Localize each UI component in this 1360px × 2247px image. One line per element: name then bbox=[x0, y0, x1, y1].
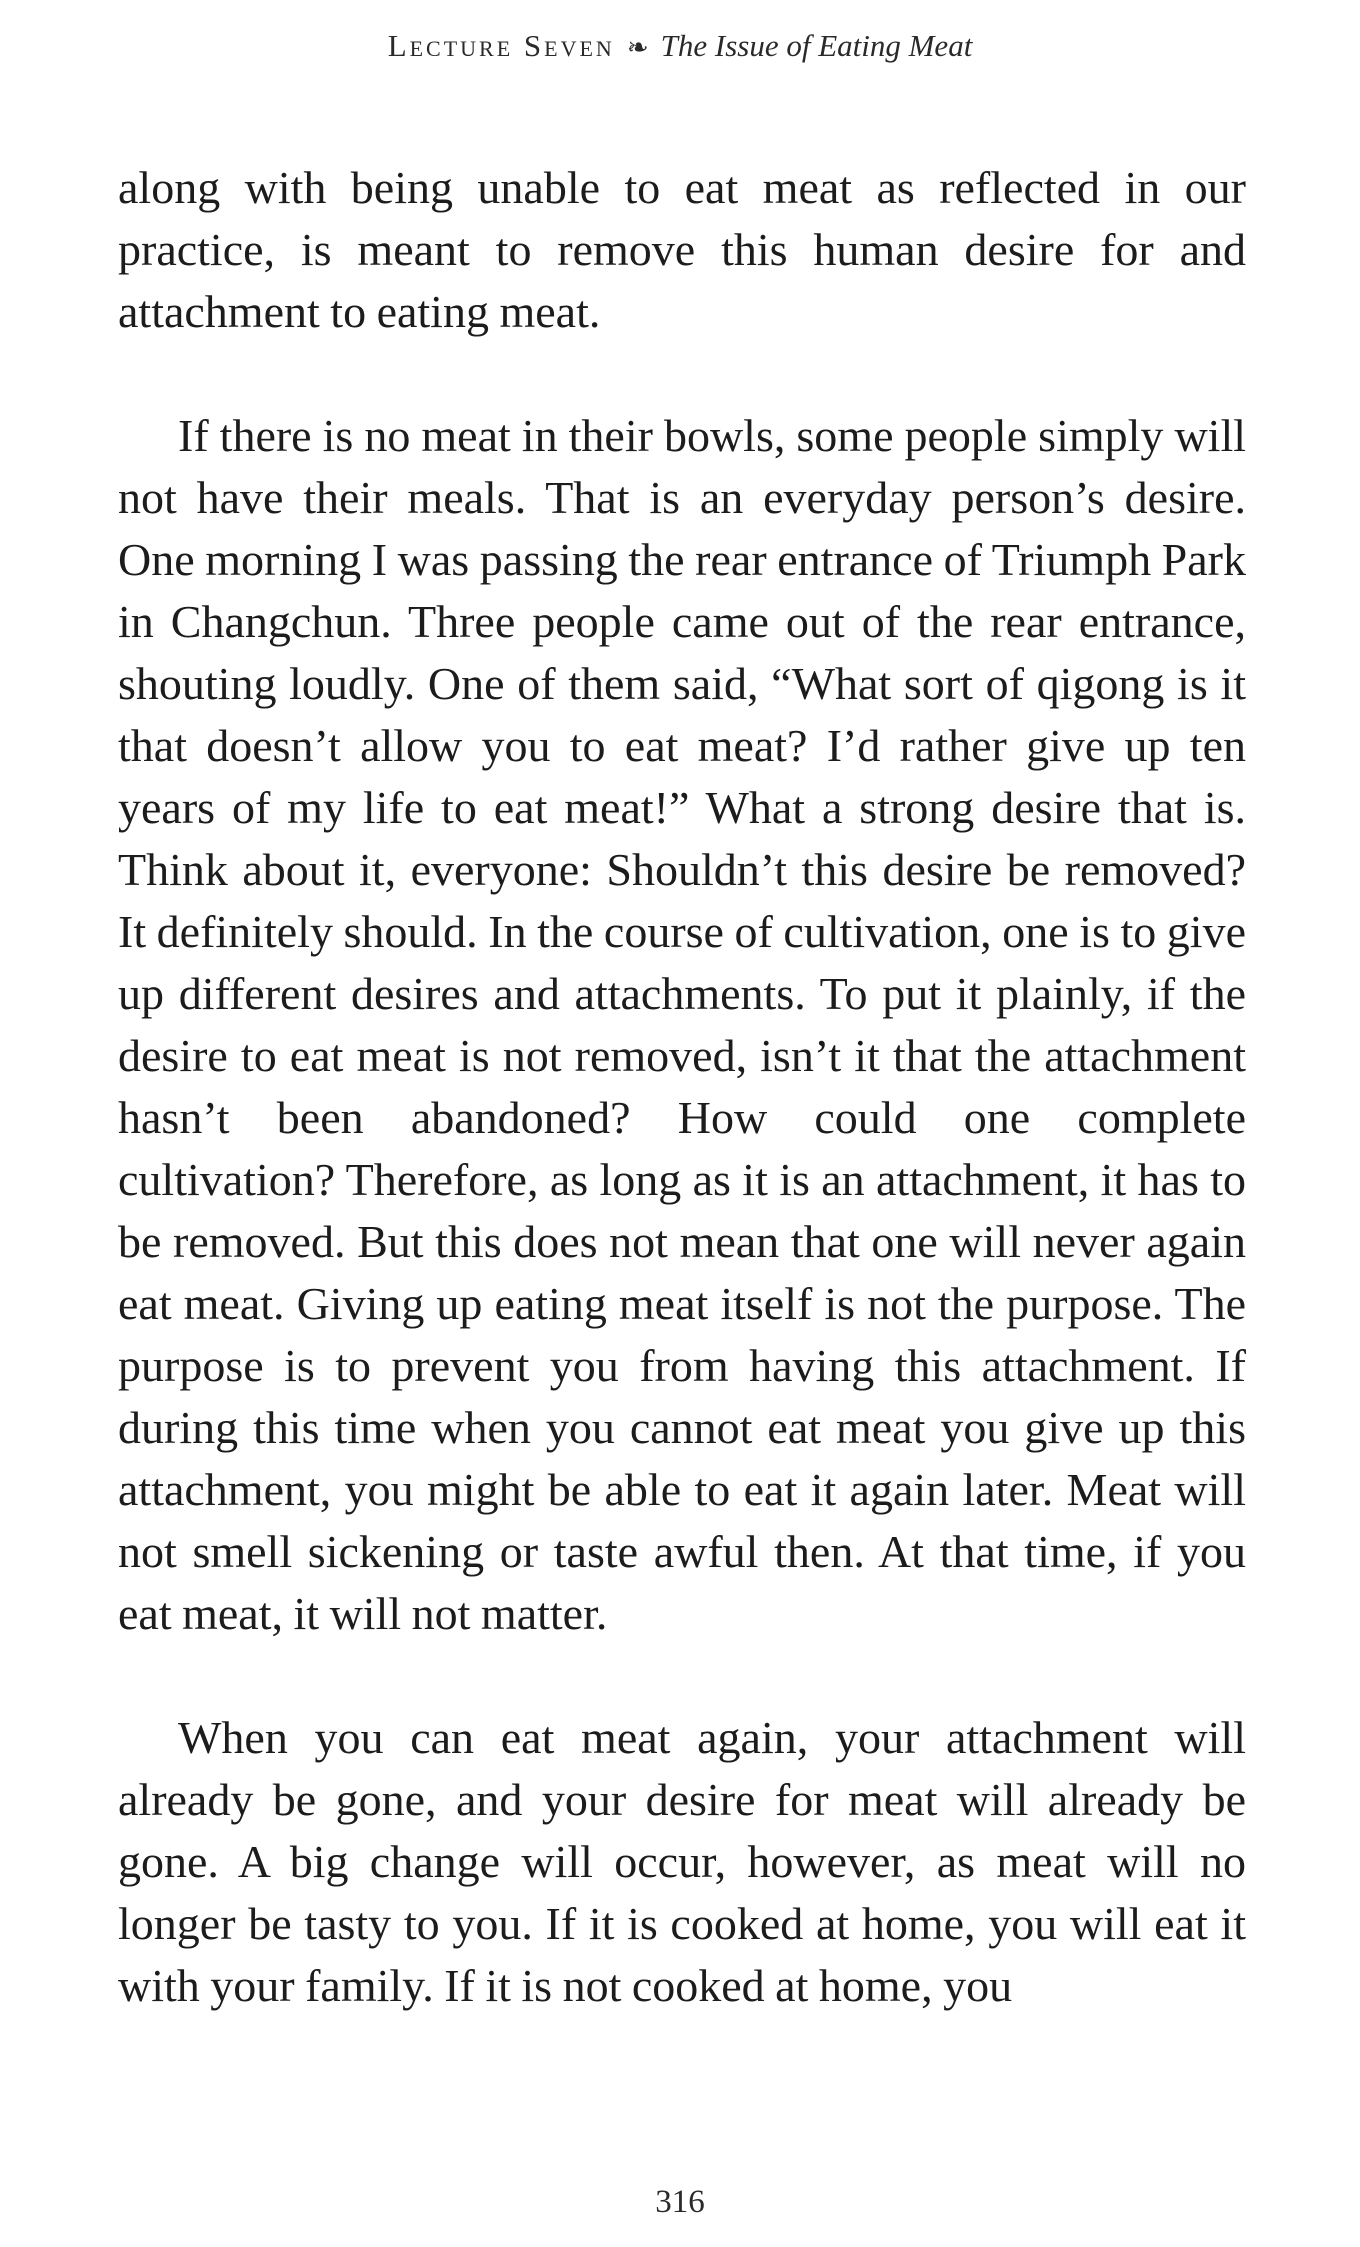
paragraph-continuation: along with being unable to eat meat as reflected in our practice, is meant to remove this human desire for and attachment to eating meat. bbox=[118, 162, 1246, 337]
fleuron-ornament-icon: ❧ bbox=[626, 33, 649, 62]
paragraph: If there is no meat in their bowls, some people simply will not have their meals. That is an everyday person’s desire. One morning I was passing the rear entrance of Triumph Park in Changchun. Three people came out of the rear entrance, shouting loudly. One of them said, “What sort of qigong is it that doesn’t allow you to eat meat? I’d rather give up ten years of my life to eat meat!” What a strong desire that is. Think about it, everyone: Shouldn’t this desire be removed? It definitely should. In the course of cultivation, one is to give up different desires and attachments. To put it plainly, if the desire to eat meat is not removed, isn’t it that the attachment hasn’t been abandoned? How could one complete cultivation? Therefore, as long as it is an attachment, it has to be removed. But this does not mean that one will never again eat meat. Giving up eating meat itself is not the purpose. The purpose is to prevent you from having this attachment. If during this time when you cannot eat meat you give up this attachment, you might be able to eat it again later. Meat will not smell sickening or taste awful then. At that time, if you eat meat, it will not matter. bbox=[118, 410, 1246, 1639]
running-head bbox=[0, 26, 1360, 68]
page-body bbox=[118, 157, 1246, 2017]
paragraph: When you can eat meat again, your attachment will already be gone, and your desire for meat will already be gone. A big change will occur, however, as meat will no longer be tasty to you. If it is cooked at home, you will eat it with your family. If it is not cooked at home, you bbox=[118, 1712, 1246, 2011]
chapter-title: The Issue of Eating Meat bbox=[660, 28, 973, 63]
lecture-label: Lecture Seven bbox=[387, 28, 615, 63]
page-number: 316 bbox=[655, 2184, 705, 2220]
